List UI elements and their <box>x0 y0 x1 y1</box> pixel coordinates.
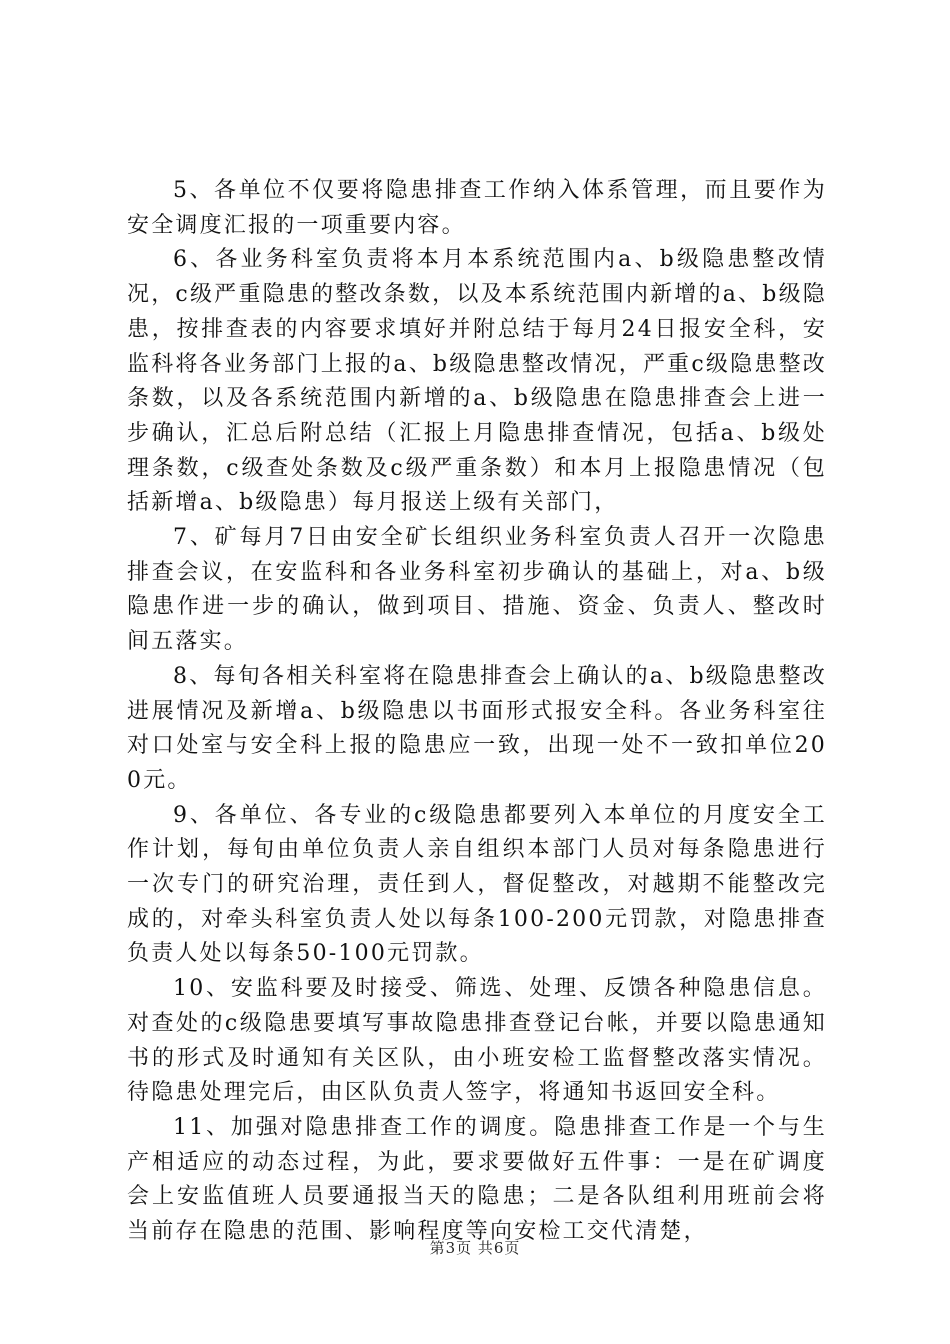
paragraph-item-7: 7、矿每月7日由安全矿长组织业务科室负责人召开一次隐患排查会议，在安监科和各业务科室初步确认的基础上，对a、b级隐患作进一步的确认，做到项目、措施、资金、负责人、整改时间五落实。 <box>127 525 827 655</box>
paragraph-item-8: 8、每旬各相关科室将在隐患排查会上确认的a、b级隐患整改进展情况及新增a、b级隐患以书面形式报安全科。各业务科室往对口处室与安全科上报的隐患应一致，出现一处不一致扣单位200元。 <box>127 663 827 793</box>
document-body <box>127 174 827 1250</box>
paragraph-item-10: 10、安监科要及时接受、筛选、处理、反馈各种隐患信息。对查处的c级隐患要填写事故隐患排查登记台帐，并要以隐患通知书的形式及时通知有关区队，由小班安检工监督整改落实情况。待隐患处理完后，由区队负责人签字，将通知书返回安全科。 <box>127 976 827 1106</box>
paragraph-item-11: 11、加强对隐患排查工作的调度。隐患排查工作是一个与生产相适应的动态过程，为此，要求要做好五件事：一是在矿调度会上安监值班人员要通报当天的隐患；二是各队组利用班前会将当前存在隐患的范围、影响程度等向安检工交代清楚， <box>127 1114 827 1245</box>
paragraph-item-9: 9、各单位、各专业的c级隐患都要列入本单位的月度安全工作计划，每旬由单位负责人亲自组织本部门人员对每条隐患进行一次专门的研究治理，责任到人，督促整改，对越期不能整改完成的，对牵头科室负责人处以每条100-200元罚款，对隐患排查负责人处以每条50-100元罚款。 <box>127 802 827 967</box>
paragraph-item-6: 6、各业务科室负责将本月本系统范围内a、b级隐患整改情况，c级严重隐患的整改条数，以及本系统范围内新增的a、b级隐患，按排查表的内容要求填好并附总结于每月24日报安全科，安监科将各业务部门上报的a、b级隐患整改情况，严重c级隐患整改条数，以及各系统范围内新增的a、b级隐患在隐患排查会上进一步确认，汇总后附总结（汇报上月隐患排查情况，包括a、b级处理条数，c级查处条数及c级严重条数）和本月上报隐患情况（包括新增a、b级隐患）每月报送上级有关部门， <box>127 247 827 516</box>
page-number-footer: 第3页 共6页 <box>429 1239 521 1257</box>
paragraph-item-5: 5、各单位不仅要将隐患排查工作纳入体系管理，而且要作为安全调度汇报的一项重要内容。 <box>127 178 827 238</box>
